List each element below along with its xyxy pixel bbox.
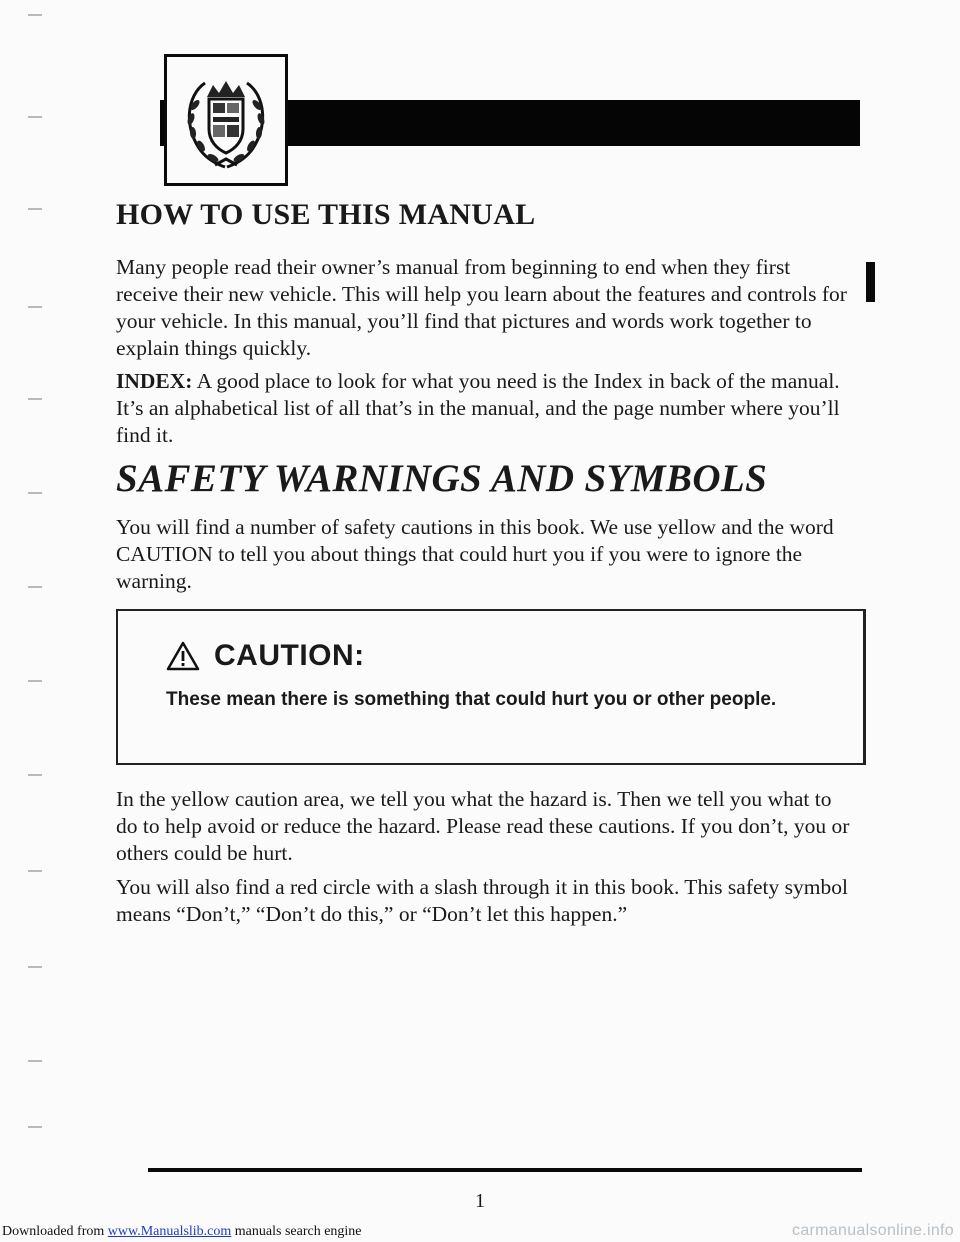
logo-box [164, 54, 288, 186]
download-suffix: manuals search engine [231, 1224, 362, 1239]
margin-marker-bar [866, 262, 875, 302]
warning-triangle-icon [166, 641, 200, 671]
margin-mark [28, 208, 42, 210]
footer-rule [148, 1168, 862, 1172]
margin-mark [28, 306, 42, 308]
symbol-paragraph: You will also find a red circle with a slash through it in this book. This safety symbol means “Don’t,” “Don’t do this,” or “Don’t let this happen.” [116, 875, 848, 926]
margin-mark [28, 116, 42, 118]
margin-mark [28, 14, 42, 16]
page-number: 1 [475, 1190, 485, 1212]
index-paragraph [116, 368, 856, 449]
caution-header [166, 639, 365, 673]
intro-paragraph: Many people read their owner’s manual from beginning to end when they first receive their new vehicle. This will help you learn about the features and controls for your vehicle. In this manual, you’ll find that pictures and words work together to explain things quickly. [116, 255, 847, 360]
caution-label: CAUTION: [214, 639, 365, 672]
caution-text: These mean there is something that could hurt you or other people. [166, 689, 777, 710]
index-text: A good place to look for what you need is the Index in back of the manual. It’s an alphabetical list of all that’s in the manual, and the page number where you’ll find it. [116, 369, 840, 447]
page-title: HOW TO USE THIS MANUAL [116, 198, 536, 231]
safety-intro-paragraph: You will find a number of safety cautions in this book. We use yellow and the word CAUTION to tell you about things that could hurt you if you were to ignore the warning. [116, 515, 834, 593]
margin-mark [28, 1126, 42, 1128]
margin-mark [28, 586, 42, 588]
section-title: SAFETY WARNINGS AND SYMBOLS [116, 457, 768, 500]
cadillac-crest-wreath-icon [175, 65, 277, 175]
margin-mark [28, 774, 42, 776]
manualslib-link[interactable]: www.Manualslib.com [107, 1224, 232, 1239]
margin-mark [28, 398, 42, 400]
margin-mark [28, 492, 42, 494]
download-prefix: Downloaded from [2, 1224, 108, 1239]
margin-mark [28, 1060, 42, 1062]
download-note [2, 1224, 362, 1240]
caution-box [116, 609, 866, 765]
watermark-text: carmanualsonline.info [792, 1222, 954, 1239]
margin-mark [28, 870, 42, 872]
hazard-paragraph: In the yellow caution area, we tell you what the hazard is. Then we tell you what to do to help avoid or reduce the hazard. Please read these cautions. If you don’t, you or others could be hurt. [116, 787, 850, 865]
index-label: INDEX: [116, 369, 193, 393]
margin-mark [28, 966, 42, 968]
margin-mark [28, 680, 42, 682]
